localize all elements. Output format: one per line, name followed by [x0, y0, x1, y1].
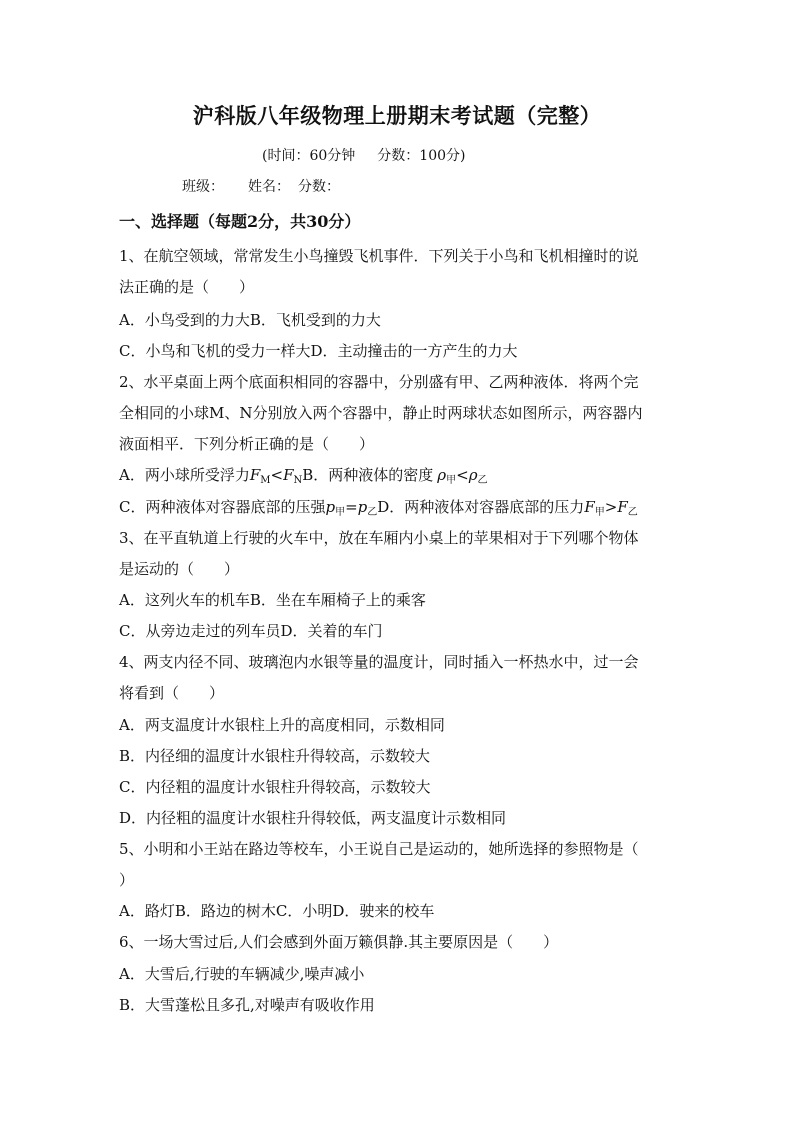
pressure-symbol: p	[357, 498, 368, 516]
q6-option-a: A．大雪后,行驶的车辆减少,噪声减小	[119, 965, 365, 983]
density-symbol: ρ	[437, 466, 447, 484]
less-than: <	[270, 466, 284, 484]
q5-options: A．路灯B．路边的树木C．小明D．驶来的校车	[119, 902, 435, 920]
q3-stem-line2: 是运动的（ ）	[119, 560, 240, 578]
q2-option-b-text: B．两种液体的密度	[302, 466, 434, 484]
q1-options-cd: C．小鸟和飞机的受力一样大D．主动撞击的一方产生的力大	[119, 342, 518, 360]
class-label: 班级：	[182, 179, 224, 195]
q4-stem-line1: 4、两支内径不同、玻璃泡内水银等量的温度计，同时插入一杯热水中，过一会	[119, 653, 639, 671]
q4-option-b: B．内径细的温度计水银柱升得较高，示数较大	[119, 747, 431, 765]
q3-options-ab: A．这列火车的机车B．坐在车厢椅子上的乘客	[119, 591, 426, 609]
total-score: 分数：100分)	[377, 148, 466, 164]
q2-stem-line2: 全相同的小球M、N分别放入两个容器中，静止时两球状态如图所示，两容器内	[119, 404, 643, 422]
subscript: 乙	[367, 507, 378, 518]
section-heading: 一、选择题（每题2分，共30分）	[119, 212, 361, 231]
score-label: 分数：	[298, 179, 340, 195]
q5-stem-line1: 5、小明和小王站在路边等校车，小王说自己是运动的，她所选择的参照物是（	[119, 840, 639, 858]
density-symbol: ρ	[468, 466, 478, 484]
q2-option-d-text: D．两种液体对容器底部的压力	[377, 498, 585, 516]
subscript: 乙	[627, 507, 638, 518]
q4-option-d: D．内径粗的温度计水银柱升得较低，两支温度计示数相同	[119, 809, 507, 827]
force-symbol: F	[283, 466, 294, 484]
subscript: 甲	[594, 507, 605, 518]
q4-stem-line2: 将看到（ ）	[119, 684, 225, 702]
less-than: <	[456, 466, 469, 484]
q4-option-a: A．两支温度计水银柱上升的高度相同，示数相同	[119, 716, 445, 734]
greater-than: >	[604, 498, 618, 516]
subscript: N	[293, 475, 303, 486]
equals: =	[345, 498, 358, 516]
q2-stem-line1: 2、水平桌面上两个底面积相同的容器中，分别盛有甲、乙两种液体．将两个完	[119, 373, 639, 391]
q4-option-c: C．内径粗的温度计水银柱升得较高，示数较大	[119, 778, 431, 796]
force-symbol: F	[584, 498, 595, 516]
name-label: 姓名：	[248, 179, 290, 195]
subscript: 甲	[446, 475, 457, 486]
q2-option-a-text: A．两小球所受浮力	[119, 466, 250, 484]
time-limit: (时间：60分钟	[262, 148, 356, 164]
q2-stem-line3: 液面相平．下列分析正确的是（ ）	[119, 435, 375, 453]
q6-stem-line1: 6、一场大雪过后,人们会感到外面万籁俱静.其主要原因是（ ）	[119, 933, 559, 951]
force-symbol: F	[617, 498, 628, 516]
exam-subtitle	[262, 145, 465, 165]
force-symbol: F	[249, 466, 261, 484]
q2-options-ab	[119, 465, 488, 491]
q3-stem-line1: 3、在平直轨道上行驶的火车中，放在车厢内小桌上的苹果相对于下列哪个物体	[119, 529, 639, 547]
q1-stem-line1: 1、在航空领域，常常发生小鸟撞毁飞机事件．下列关于小鸟和飞机相撞时的说	[119, 247, 639, 265]
q5-stem-line2: ）	[119, 871, 135, 889]
q1-options-ab: A．小鸟受到的力大B．飞机受到的力大	[119, 311, 381, 329]
q2-option-c-text: C．两种液体对容器底部的压强	[119, 498, 326, 516]
pressure-symbol: p	[325, 498, 336, 516]
subscript: 甲	[335, 507, 346, 518]
q6-option-b: B．大雪蓬松且多孔,对噪声有吸收作用	[119, 996, 375, 1014]
page-title: 沪科版八年级物理上册期末考试题（完整）	[192, 103, 602, 128]
subscript: 乙	[477, 475, 488, 486]
q3-options-cd: C．从旁边走过的列车员D．关着的车门	[119, 622, 383, 640]
student-info	[182, 176, 364, 196]
subscript: M	[260, 475, 271, 486]
q1-stem-line2: 法正确的是（ ）	[119, 278, 255, 296]
q2-options-cd	[119, 497, 638, 523]
